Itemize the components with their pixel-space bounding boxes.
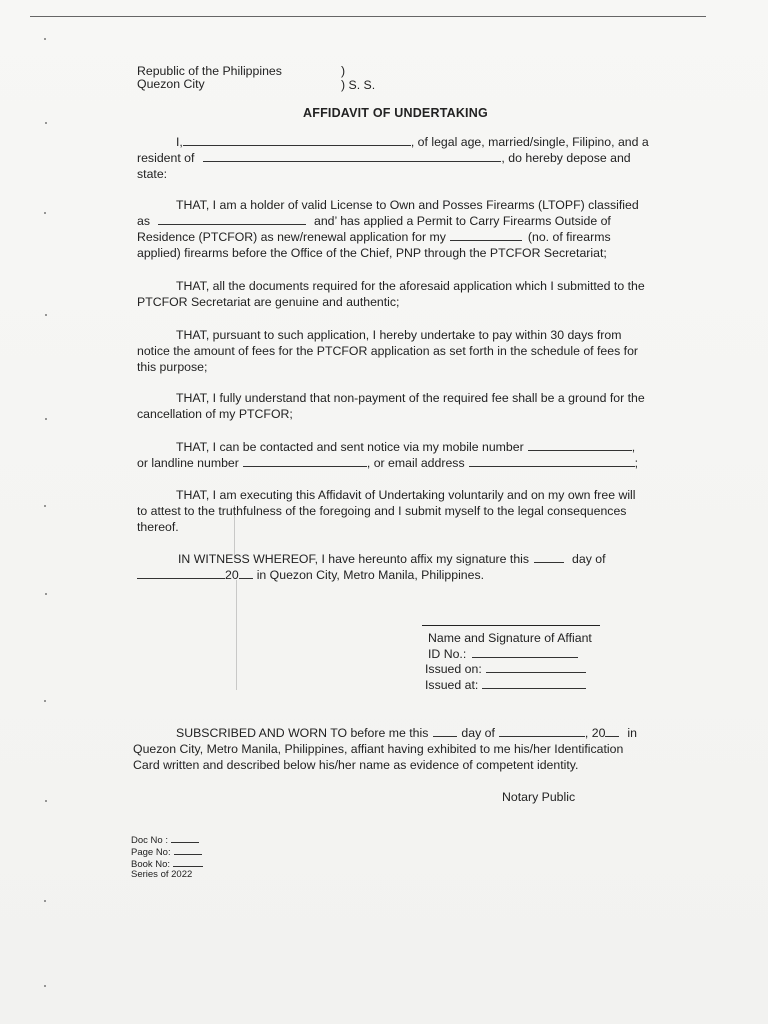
email-blank[interactable] (469, 455, 635, 467)
jurat-year-blank[interactable] (605, 725, 619, 737)
header-republic: Republic of the Philippines (137, 64, 282, 78)
margin-speck (45, 800, 47, 802)
landline-blank[interactable] (243, 455, 367, 467)
book-no-label: Book No: (131, 859, 171, 870)
affiant-signature-line[interactable] (422, 625, 600, 626)
id-no-row (428, 646, 578, 662)
p5-mobile-text: THAT, I can be contacted and sent notice via my mobile number (176, 440, 524, 454)
p5-line-2 (137, 455, 638, 471)
intro-line-2 (137, 150, 631, 166)
margin-speck (45, 122, 47, 124)
p1-line-3 (137, 229, 611, 245)
jurat-in: in (627, 726, 637, 740)
id-no-blank[interactable] (472, 646, 578, 658)
p3-line-3: this purpose; (137, 360, 208, 374)
jurat-line-1 (176, 725, 637, 741)
intro-age-text: , of legal age, married/single, Filipino, and a (410, 135, 649, 149)
book-no-blank[interactable] (173, 858, 203, 867)
jurat-month-blank[interactable] (499, 725, 585, 737)
jurat-line-2: Quezon City, Metro Manila, Philippines, affiant having exhibited to me his/her Identification (133, 742, 624, 756)
p5-semicolon: ; (634, 456, 639, 470)
margin-speck (44, 38, 46, 40)
issued-at-row (425, 677, 586, 693)
intro-i: I, (176, 135, 183, 149)
intro-line-3: state: (137, 167, 168, 181)
p5-email-text: , or email address (366, 456, 465, 470)
p6-line-3: thereof. (137, 520, 179, 534)
p5-landline-text: or landline number (137, 456, 239, 470)
margin-speck (44, 985, 46, 987)
doc-no-blank[interactable] (171, 834, 199, 843)
page-no-row (131, 846, 202, 858)
p1-line-4: applied) firearms before the Office of the Chief, PNP through the PTCFOR Secretariat; (137, 246, 607, 260)
margin-speck (45, 593, 47, 595)
p1-line-1: THAT, I am a holder of valid License to Own and Posses Firearms (LTOPF) classified (176, 198, 639, 212)
witness-place: in Quezon City, Metro Manila, Philippines. (256, 568, 485, 582)
header-ss: ) S. S. (341, 78, 376, 92)
p4-line-1: THAT, I fully understand that non-payment of the required fee shall be a ground for the (176, 391, 645, 405)
doc-no-label: Doc No : (131, 835, 168, 846)
witness-year-blank[interactable] (239, 567, 253, 579)
issued-at-label: Issued at: (425, 678, 479, 692)
intro-line-1 (176, 134, 649, 150)
doc-no-row (131, 834, 199, 846)
p2-line-1: THAT, all the documents required for the aforesaid application which I submitted to the (176, 279, 645, 293)
p1-residence-text: Residence (PTCFOR) as new/renewal application for my (137, 230, 446, 244)
margin-speck (45, 314, 47, 316)
witness-year-prefix: 20 (225, 568, 239, 582)
witness-day-blank[interactable] (534, 551, 564, 563)
document-title: AFFIDAVIT OF UNDERTAKING (303, 106, 488, 120)
issued-on-row (425, 661, 586, 677)
issued-on-label: Issued on: (425, 662, 482, 676)
header-city: Quezon City (137, 77, 205, 91)
issued-at-blank[interactable] (482, 677, 586, 689)
issued-on-blank[interactable] (486, 661, 586, 673)
p3-line-1: THAT, pursuant to such application, I hereby undertake to pay within 30 days from (176, 328, 622, 342)
p5-line-1 (176, 439, 635, 455)
witness-text: IN WITNESS WHEREOF, I have hereunto affix my signature this (178, 552, 530, 566)
mobile-number-blank[interactable] (528, 439, 632, 451)
p1-applied-text: and’ has applied a Permit to Carry Firearms Outside of (314, 214, 611, 228)
scan-scratch (236, 580, 237, 690)
jurat-day-of: day of (461, 726, 495, 740)
witness-line-1 (178, 551, 606, 567)
jurat-day-blank[interactable] (433, 725, 457, 737)
intro-depose: , do hereby depose and (501, 151, 631, 165)
p4-line-2: cancellation of my PTCFOR; (137, 407, 293, 421)
margin-speck (44, 700, 46, 702)
p3-line-2: notice the amount of fees for the PTCFOR application as set forth in the schedule of fees for (137, 344, 639, 358)
residence-blank[interactable] (203, 150, 501, 162)
intro-resident: resident of (137, 151, 195, 165)
affiant-name-label: Name and Signature of Affiant (428, 631, 592, 645)
notary-public-label: Notary Public (502, 790, 576, 804)
witness-day-of: day of (572, 552, 606, 566)
id-no-label: ID No.: (428, 647, 467, 661)
witness-line-2 (137, 567, 484, 583)
p5-comma: , (631, 440, 636, 454)
name-blank[interactable] (183, 134, 411, 146)
series-label: Series of 2022 (131, 869, 193, 880)
margin-speck (44, 212, 46, 214)
margin-speck (44, 505, 46, 507)
witness-month-blank[interactable] (137, 567, 225, 579)
p6-line-1: THAT, I am executing this Affidavit of Undertaking voluntarily and on my own free will (176, 488, 636, 502)
p1-no-firearms: (no. of firearms (527, 230, 611, 244)
page-top-border (30, 16, 706, 17)
margin-speck (44, 900, 46, 902)
firearms-count-blank[interactable] (450, 229, 522, 241)
jurat-year-prefix: , 20 (584, 726, 606, 740)
page-no-blank[interactable] (174, 846, 202, 855)
p1-as: as (137, 214, 150, 228)
p6-line-2: to attest to the truthfulness of the foregoing and I submit myself to the legal consequences (137, 504, 627, 518)
jurat-subscribed: SUBSCRIBED AND WORN TO before me this (176, 726, 429, 740)
jurat-line-3: Card written and described below his/her name as evidence of competent identity. (133, 758, 579, 772)
classification-blank[interactable] (158, 213, 306, 225)
p2-line-2: PTCFOR Secretariat are genuine and authentic; (137, 295, 400, 309)
header-paren: ) (341, 64, 346, 78)
p1-line-2 (137, 213, 611, 229)
page-no-label: Page No: (131, 847, 171, 858)
margin-speck (45, 418, 47, 420)
